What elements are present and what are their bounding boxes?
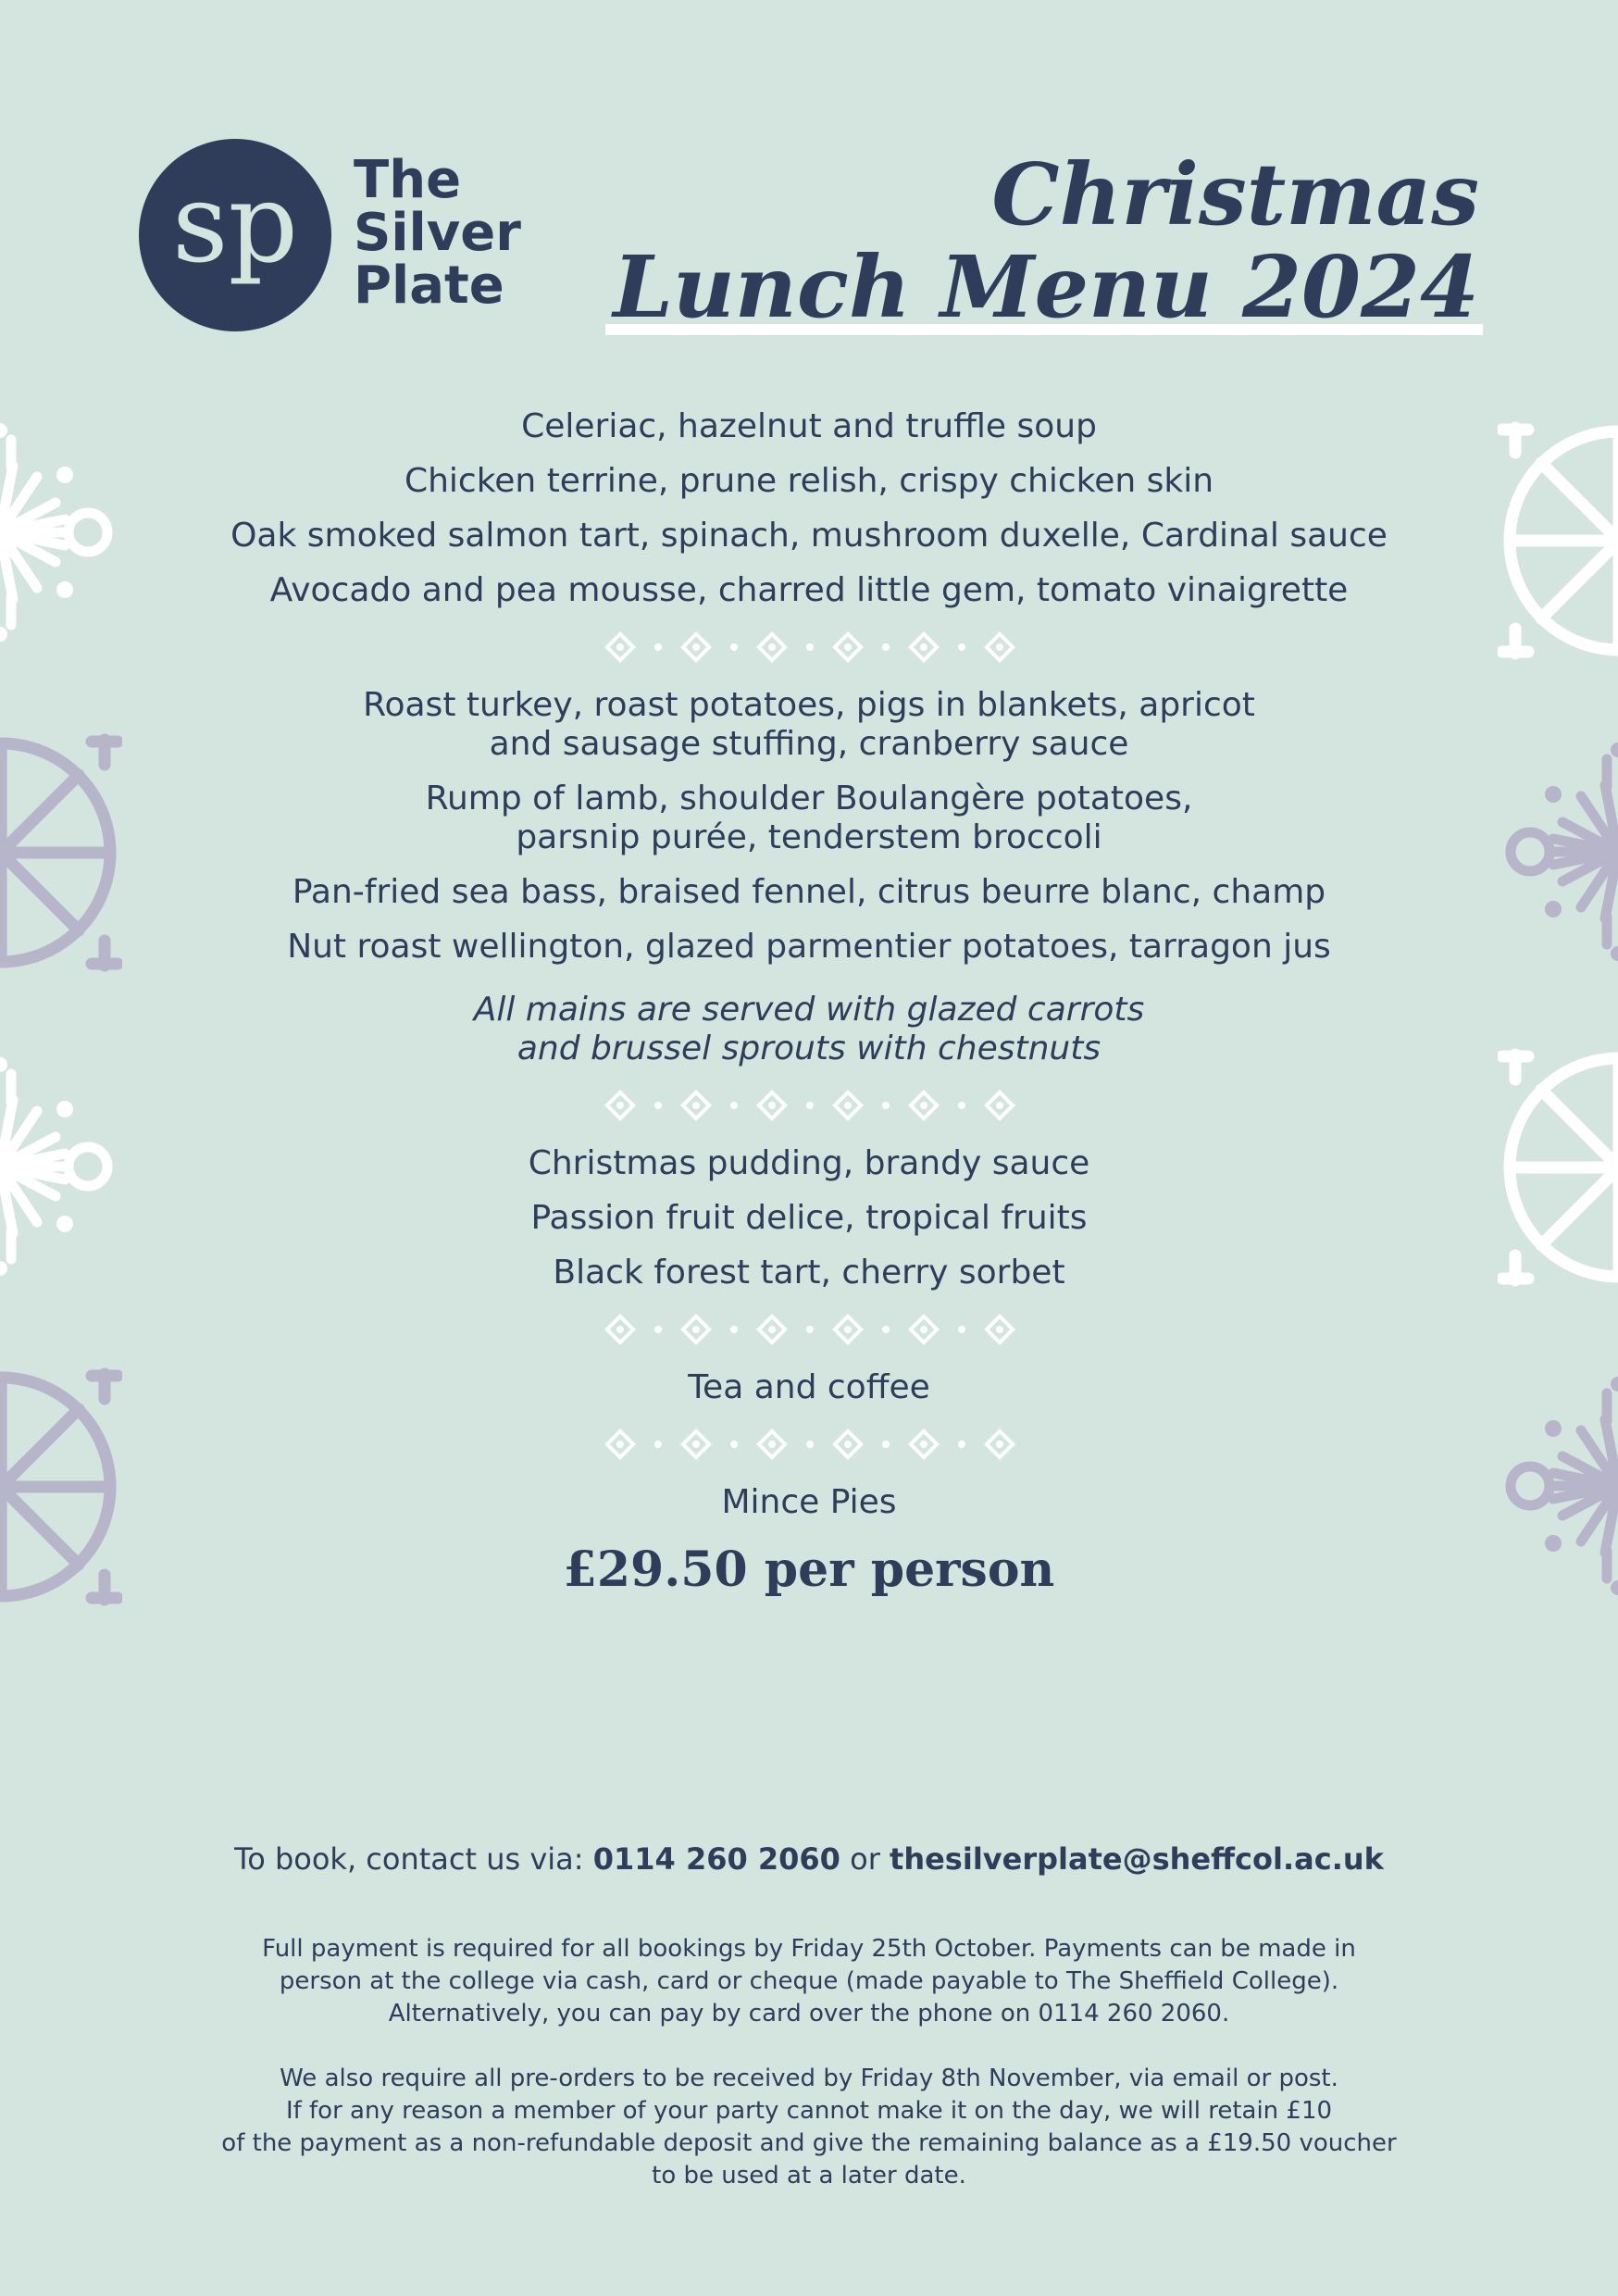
menu-item-line: Rump of lamb, shoulder Boulangère potatoes, <box>425 780 1193 817</box>
terms-line: to be used at a later date. <box>652 2162 966 2190</box>
title-line-2-text: Lunch Menu 2024 <box>613 237 1479 337</box>
contact-phone-link[interactable]: 0114 260 2060 <box>592 1841 840 1877</box>
page-title <box>613 144 1479 337</box>
brand-name-line: The <box>354 150 462 210</box>
brand-name-line: Plate <box>354 256 504 316</box>
diamond-divider-icon <box>204 1311 1414 1348</box>
desserts-section <box>204 1144 1414 1292</box>
snowflake-wheel-icon <box>1498 1046 1618 1289</box>
menu-item-line: and sausage stuffing, cranberry sauce <box>489 725 1129 763</box>
extra-item: Mince Pies <box>721 1483 897 1521</box>
menu-item-line: parsnip purée, tenderstem broccoli <box>516 818 1102 856</box>
menu-item: Chicken terrine, prune relish, crispy chicken skin <box>404 462 1214 500</box>
brand-name-line: Silver <box>354 203 521 263</box>
mains-note <box>204 991 1414 1068</box>
drinks-item: Tea and coffee <box>688 1368 930 1406</box>
snowflake-wheel-icon <box>1498 419 1618 662</box>
menu-item <box>204 686 1414 764</box>
terms <box>139 1933 1479 2225</box>
terms-line: We also require all pre-orders to be received by Friday 8th November, via email or post. <box>280 2065 1338 2092</box>
menu-item: Black forest tart, cherry sorbet <box>553 1254 1065 1292</box>
diamond-divider-icon <box>204 1426 1414 1463</box>
mains-note-line: and brussel sprouts with chestnuts <box>517 1029 1101 1067</box>
title-line-2 <box>613 237 1479 337</box>
brand-logo <box>139 139 528 333</box>
terms-line: Full payment is required for all bookings by Friday 25th October. Payments can be made in <box>262 1935 1356 1963</box>
starters-section <box>204 407 1414 610</box>
mains-note-line: All mains are served with glazed carrots <box>473 991 1145 1029</box>
monogram-text: sp <box>171 159 299 287</box>
booking-contact <box>139 1841 1479 1878</box>
contact-email-link[interactable]: thesilverplate@sheffcol.ac.uk <box>890 1841 1384 1877</box>
mains-section <box>204 686 1414 1068</box>
terms-line: of the payment as a non-refundable deposit and give the remaining balance as a £19.50 voucher <box>221 2129 1397 2157</box>
menu-item: Pan-fried sea bass, braised fennel, citrus beurre blanc, champ <box>292 873 1326 911</box>
terms-line: person at the college via cash, card or cheque (made payable to The Sheffield College). <box>279 1967 1339 1995</box>
monogram-badge <box>139 139 331 331</box>
terms-line: If for any reason a member of your party cannot make it on the day, we will retain £10 <box>285 2097 1333 2125</box>
title-line-1: Christmas <box>991 144 1479 244</box>
snowflake-burst-icon <box>1498 1366 1618 1606</box>
contact-prefix: To book, contact us via: <box>234 1841 593 1877</box>
menu-item: Celeriac, hazelnut and truffle soup <box>521 407 1097 445</box>
menu-item: Oak smoked salmon tart, spinach, mushroom duxelle, Cardinal sauce <box>230 517 1388 555</box>
payment-terms <box>139 1933 1479 2030</box>
menu-item <box>204 780 1414 857</box>
terms-line: Alternatively, you can pay by card over the phone on 0114 260 2060. <box>388 2000 1230 2028</box>
preorder-terms <box>139 2063 1479 2192</box>
diamond-divider-icon <box>204 1087 1414 1124</box>
snowflake-burst-icon <box>0 1046 120 1287</box>
menu-item: Nut roast wellington, glazed parmentier potatoes, tarragon jus <box>287 928 1331 966</box>
menu-item: Passion fruit delice, tropical fruits <box>530 1199 1088 1237</box>
snowflake-wheel-icon <box>0 731 122 974</box>
snowflake-wheel-icon <box>0 1366 122 1608</box>
menu-item: Christmas pudding, brandy sauce <box>528 1144 1090 1182</box>
price: £29.50 per person <box>563 1541 1055 1598</box>
brand-name <box>354 150 521 316</box>
contact-joiner: or <box>840 1841 890 1877</box>
menu-item-line: Roast turkey, roast potatoes, pigs in blankets, apricot <box>363 686 1255 724</box>
menu-item: Avocado and pea mousse, charred little gem, tomato vinaigrette <box>269 571 1349 609</box>
snowflake-burst-icon <box>1498 731 1618 972</box>
menu-body <box>204 407 1414 1600</box>
snowflake-burst-icon <box>0 412 120 653</box>
diamond-divider-icon <box>204 629 1414 666</box>
